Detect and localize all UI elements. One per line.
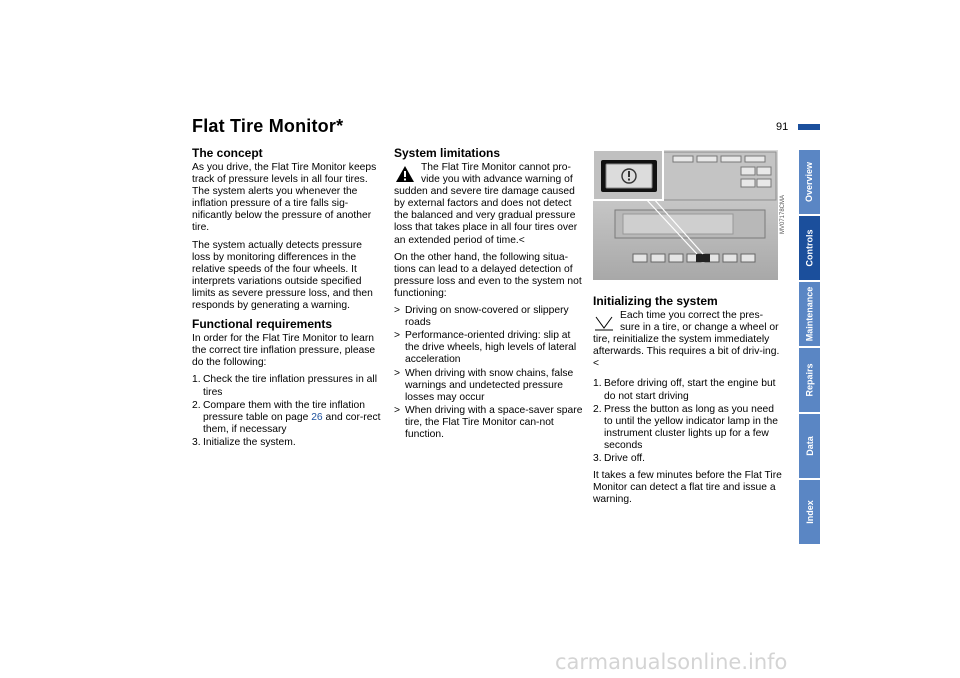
tab-overview[interactable]: Overview <box>799 150 820 214</box>
requirements-intro: In order for the Flat Tire Monitor to learn the correct tire inflation pressure, please do the following: <box>192 333 376 369</box>
note-arrow-icon <box>593 313 615 331</box>
list-item: 1. Before driving off, start the engine but do not start driving <box>593 378 776 402</box>
requirements-steps <box>192 374 382 449</box>
page-link-26[interactable]: 26 <box>311 411 323 423</box>
warning-text: The Flat Tire Monitor cannot pro-vide you with advance warning of sudden and severe tire damage caused by external factors and does not detect the balanced and very gradual pressure loss that takes place in all four tires over an extended period of time.< <box>394 162 578 246</box>
page-number: 91 <box>776 121 789 133</box>
list-item: 2. Compare them with the tire inflation pressure table on page 26 and cor-rect them, if necessary <box>192 399 381 435</box>
column-concept <box>192 146 382 454</box>
section-heading-initializing: Initializing the system <box>593 294 718 308</box>
page-title: Flat Tire Monitor* <box>192 116 344 136</box>
limitations-intro: On the other hand, the following situa-tions can lead to a delayed detection of pressure loss and even to the system not functioning: <box>394 251 582 299</box>
list-item: 3. Initialize the system. <box>192 436 296 448</box>
concept-paragraph-1: As you drive, the Flat Tire Monitor keeps track of pressure levels in all four tires. The system alerts you whenever the inflation pressure of a tire falls sig-nificantly below the pressure of another tire. <box>192 162 377 234</box>
photo-code: MV07178CMA <box>780 194 786 234</box>
list-item: 1. Check the tire inflation pressures in all tires <box>192 374 377 398</box>
section-heading-concept: The concept <box>192 146 263 160</box>
initialize-steps <box>593 378 783 465</box>
page-marker <box>798 124 820 130</box>
section-heading-requirements: Functional requirements <box>192 317 333 332</box>
limitations-list <box>394 305 584 441</box>
column-limitations <box>394 146 584 446</box>
list-item: > Driving on snow-covered or slippery roads <box>394 305 569 329</box>
warning-note <box>394 162 584 247</box>
list-item: > Performance-oriented driving: slip at the drive wheels, high levels of lateral acceleration <box>394 330 577 366</box>
warning-triangle-icon <box>394 165 416 183</box>
watermark: carmanualsonline.info <box>555 650 788 674</box>
concept-paragraph-2: The system actually detects pressure loss by monitoring differences in the relative speeds of the four wheels. It interprets variations outside specified limits as severe pressure loss, and then responds by generating a warning. <box>192 239 373 312</box>
list-item: 2. Press the button as long as you need to until the yellow indicator lamp in the instrument cluster lights up for a few seconds <box>593 403 778 451</box>
tab-repairs[interactable]: Repairs <box>799 348 820 412</box>
note <box>593 310 783 370</box>
list-item: 3. Drive off. <box>593 453 646 465</box>
initialize-outro: It takes a few minutes before the Flat Tire Monitor can detect a flat tire and issue a warning. <box>593 470 782 506</box>
tab-maintenance[interactable]: Maintenance <box>799 282 820 346</box>
list-item: > When driving with snow chains, false warnings and undetected pressure losses may occur <box>394 367 574 403</box>
tab-data[interactable]: Data <box>799 414 820 478</box>
dashboard-photo <box>593 150 778 280</box>
note-text: Each time you correct the pres-sure in a tire, or change a wheel or tire, reinitialize the system immediately afterwards. This requires a bit of driv-ing.< <box>593 310 780 370</box>
section-heading-limitations: System limitations <box>394 146 501 160</box>
column-initializing <box>593 294 783 511</box>
list-item: > When driving with a space-saver spare tire, the Flat Tire Monitor can-not function. <box>394 404 583 440</box>
tab-controls[interactable]: Controls <box>799 216 820 280</box>
tab-index[interactable]: Index <box>799 480 820 544</box>
